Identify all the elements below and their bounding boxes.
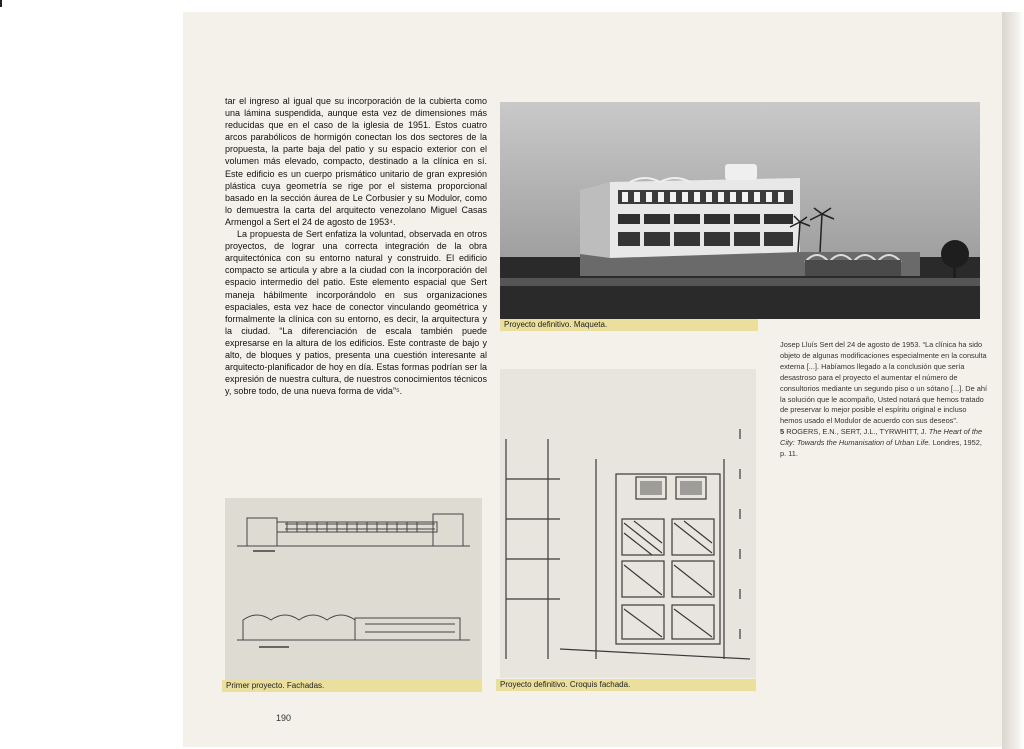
facade-sketch <box>500 369 756 678</box>
photo-caption: Proyecto definitivo. Maqueta. <box>500 319 758 331</box>
elevations-caption: Primer proyecto. Fachadas. <box>222 680 482 692</box>
elevations-drawing <box>225 498 482 680</box>
body-paragraph-1: tar el ingreso al igual que su incorporación de la cubierta como una lámina suspendida, aunque esta vez de dimensiones más reducidas que en el caso de la iglesia de 1951. Estos cuatro arcos parabólicos de hormigón conectan los dos sectores de la propuesta, la parte baja del patio y su espacio exterior con el volumen más elevado, compacto, destinado a la clínica en sí. Este edificio es un cuerpo prismático unitario de gran expresión plástica cuya geometría se rige por el sistema proporcional basado en la sección áurea de Le Corbusier y su Modulor, como lo demuestra la carta del arquitecto venezolano Miguel Casas Armengol a Sert el 24 de agosto de 1953⁴. <box>225 96 487 227</box>
page-edge-shadow <box>1002 12 1024 749</box>
footnote-4-text: Josep Lluís Sert del 24 de agosto de 1953. “La clínica ha sido objeto de algunas modificaciones especialmente en la consulta externa [...]. Habíamos llegado a la conclusión que sería desastroso para el proyecto el aumentar el número de consultorios mediante un segundo piso o un sótano [...]. De ahí la solución que le acompaño, Usted notará que hemos tratado de preservar lo mejor posible el espíritu original e incluso hemos usado el Modulor de acuerdo con sus deseos”. <box>780 340 988 426</box>
scan-mark <box>0 0 2 7</box>
footnotes <box>780 340 988 460</box>
model-photo <box>500 102 980 319</box>
footnote-5-publication: Londres, 1952, p. 11. <box>780 438 982 459</box>
body-text <box>225 95 487 397</box>
footnote-5-number: 5 <box>780 427 785 437</box>
footnote-5-title: The Heart of the City: Towards the Humanisation of Urban Life. <box>780 427 983 448</box>
footnote-5 <box>780 427 988 460</box>
sketch-caption: Proyecto definitivo. Croquis fachada. <box>496 679 756 691</box>
footnote-5-authors: ROGERS, E.N., SERT, J.L., TYRWHITT, J. <box>786 427 927 437</box>
page-number: 190 <box>276 713 292 723</box>
body-paragraph-2: La propuesta de Sert enfatiza la voluntad, observada en otros proyectos, de lograr una correcta integración de la obra arquitectónica con su entorno natural y construido. El edificio compacto se articula y abre a la ciudad con la incorporación del espacio intermedio del patio. Este elemento espacial que Sert maneja hábilmente incorporándolo en sus organizaciones espaciales, esta vez hace de conector vinculando geométrica y formalmente la clínica con su entorno, es decir, la arquitectura y la ciudad. “La diferenciación de escala también puede expresarse en la altura de los edificios. Este contraste de bajo y alto, de bloques y patios, presenta una cuestión interesante al arquitecto-planificador de hoy en día. Estas formas podrían ser la expresión de nuestra cultura, de nuestros conocimientos técnicos y, sobre todo, de una nueva forma de vida”⁵. <box>225 229 487 397</box>
